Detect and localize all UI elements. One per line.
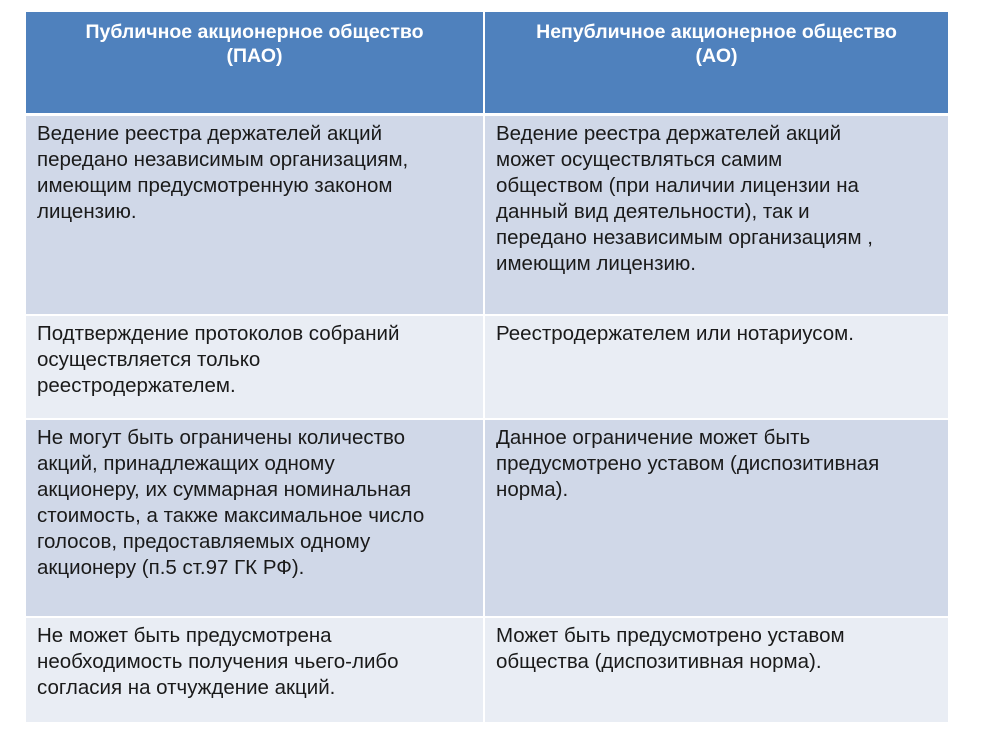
row-2-ao-cell: Реестродержателем или нотариусом.	[485, 316, 948, 420]
header-ao: Непубличное акционерное общество (АО)	[485, 12, 948, 116]
comparison-table	[26, 12, 948, 724]
row-2-pao-cell: Подтверждение протоколов собраний осуществляется только реестродержателем.	[26, 316, 485, 420]
header-pao: Публичное акционерное общество (ПАО)	[26, 12, 485, 116]
row-3-ao-cell: Данное ограничение может быть предусмотрено уставом (диспозитивная норма).	[485, 420, 948, 618]
row-4-ao-cell: Может быть предусмотрено уставом общества (диспозитивная норма).	[485, 618, 948, 724]
row-1-ao-cell: Ведение реестра держателей акций может осуществляться самим обществом (при наличии лицензии на данный вид деятельности), так и передано независимым организациям , имеющим лицензию.	[485, 116, 948, 316]
row-4-pao-cell: Не может быть предусмотрена необходимость получения чьего-либо согласия на отчуждение акций.	[26, 618, 485, 724]
row-1-pao-cell: Ведение реестра держателей акций передано независимым организациям, имеющим предусмотренную законом лицензию.	[26, 116, 485, 316]
row-3-pao-cell: Не могут быть ограничены количество акций, принадлежащих одному акционеру, их суммарная номинальная стоимость, а также максимальное число голосов, предоставляемых одному акционеру (п.5 ст.97 ГК РФ).	[26, 420, 485, 618]
